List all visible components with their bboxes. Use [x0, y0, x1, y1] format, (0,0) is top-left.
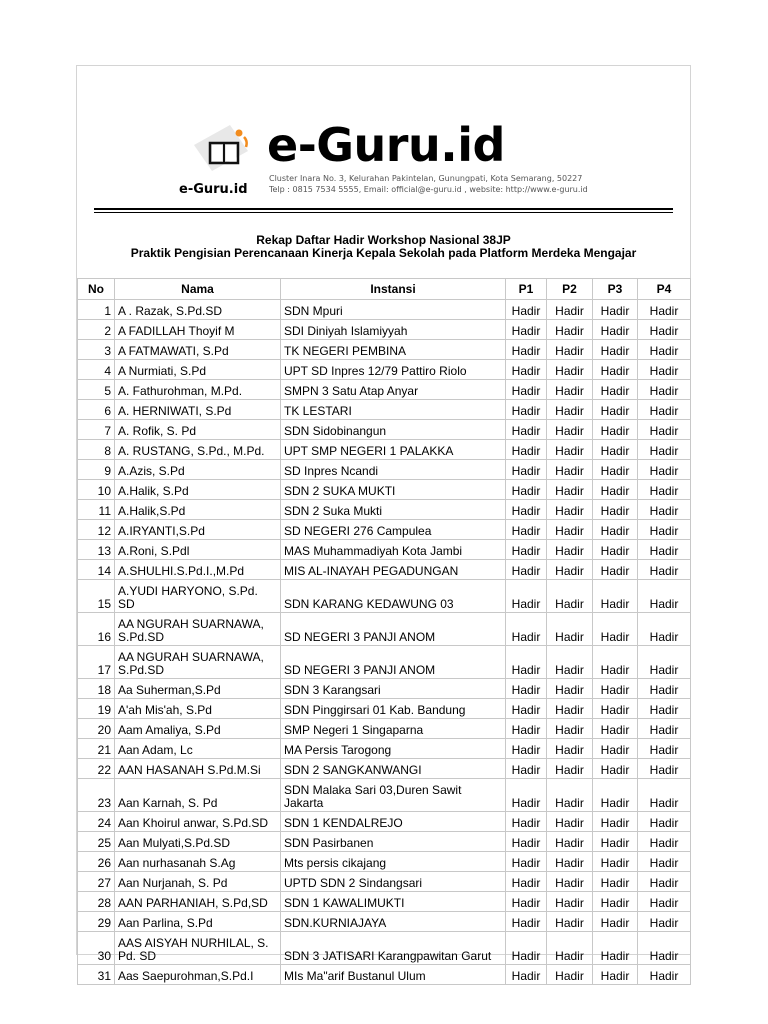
cell-p4: Hadir [638, 360, 691, 380]
table-row [78, 613, 691, 646]
cell-nama: A FADILLAH Thoyif M [115, 320, 281, 340]
cell-no: 28 [78, 892, 115, 912]
cell-p4: Hadir [638, 739, 691, 759]
cell-p4: Hadir [638, 892, 691, 912]
cell-nama: Aan Nurjanah, S. Pd [115, 872, 281, 892]
cell-p4: Hadir [638, 380, 691, 400]
cell-p3: Hadir [593, 560, 638, 580]
cell-no: 24 [78, 812, 115, 832]
cell-p2: Hadir [547, 613, 593, 646]
cell-p1: Hadir [506, 679, 547, 699]
cell-p1: Hadir [506, 560, 547, 580]
table-row [78, 420, 691, 440]
cell-no: 1 [78, 300, 115, 320]
cell-p4: Hadir [638, 613, 691, 646]
cell-instansi: UPT SMP NEGERI 1 PALAKKA [281, 440, 506, 460]
cell-no: 22 [78, 759, 115, 779]
cell-p2: Hadir [547, 965, 593, 985]
cell-p3: Hadir [593, 440, 638, 460]
cell-p2: Hadir [547, 440, 593, 460]
cell-p2: Hadir [547, 932, 593, 965]
header-rule-thin [94, 212, 673, 213]
cell-p3: Hadir [593, 932, 638, 965]
cell-instansi: SMP Negeri 1 Singaparna [281, 719, 506, 739]
table-row [78, 872, 691, 892]
cell-p4: Hadir [638, 480, 691, 500]
cell-p3: Hadir [593, 699, 638, 719]
cell-no: 13 [78, 540, 115, 560]
cell-p2: Hadir [547, 812, 593, 832]
address-block [269, 173, 588, 195]
cell-instansi: Mts persis cikajang [281, 852, 506, 872]
cell-nama: A.Halik, S.Pd [115, 480, 281, 500]
cell-no: 4 [78, 360, 115, 380]
cell-p1: Hadir [506, 892, 547, 912]
cell-instansi: SDN 2 SANGKANWANGI [281, 759, 506, 779]
cell-p2: Hadir [547, 779, 593, 812]
cell-p3: Hadir [593, 320, 638, 340]
table-row [78, 400, 691, 420]
cell-nama: A. HERNIWATI, S.Pd [115, 400, 281, 420]
cell-instansi: UPT SD Inpres 12/79 Pattiro Riolo [281, 360, 506, 380]
cell-p3: Hadir [593, 892, 638, 912]
cell-no: 30 [78, 932, 115, 965]
col-header-instansi: Instansi [281, 279, 506, 300]
cell-p1: Hadir [506, 719, 547, 739]
cell-p3: Hadir [593, 739, 638, 759]
cell-p3: Hadir [593, 360, 638, 380]
cell-p1: Hadir [506, 739, 547, 759]
cell-p1: Hadir [506, 965, 547, 985]
table-row [78, 320, 691, 340]
cell-no: 12 [78, 520, 115, 540]
title-line-2: Praktik Pengisian Perencanaan Kinerja Kepala Sekolah pada Platform Merdeka Mengajar [130, 246, 637, 260]
cell-instansi: SDN 2 Suka Mukti [281, 500, 506, 520]
cell-p1: Hadir [506, 420, 547, 440]
cell-p2: Hadir [547, 460, 593, 480]
table-row [78, 380, 691, 400]
cell-p1: Hadir [506, 912, 547, 932]
cell-instansi: SDI Diniyah Islamiyyah [281, 320, 506, 340]
cell-p3: Hadir [593, 480, 638, 500]
cell-p2: Hadir [547, 360, 593, 380]
cell-p4: Hadir [638, 779, 691, 812]
table-row [78, 440, 691, 460]
table-row [78, 360, 691, 380]
cell-no: 31 [78, 965, 115, 985]
cell-p1: Hadir [506, 613, 547, 646]
cell-p1: Hadir [506, 872, 547, 892]
cell-instansi: SDN Malaka Sari 03,Duren Sawit Jakarta [281, 779, 506, 812]
cell-p1: Hadir [506, 380, 547, 400]
cell-p2: Hadir [547, 340, 593, 360]
cell-p2: Hadir [547, 480, 593, 500]
cell-p3: Hadir [593, 812, 638, 832]
cell-p4: Hadir [638, 932, 691, 965]
cell-p1: Hadir [506, 520, 547, 540]
cell-p4: Hadir [638, 460, 691, 480]
cell-instansi: SDN KARANG KEDAWUNG 03 [281, 580, 506, 613]
cell-no: 2 [78, 320, 115, 340]
cell-p2: Hadir [547, 540, 593, 560]
cell-no: 5 [78, 380, 115, 400]
cell-instansi: SDN Sidobinangun [281, 420, 506, 440]
cell-p2: Hadir [547, 912, 593, 932]
cell-p2: Hadir [547, 679, 593, 699]
cell-nama: A.Roni, S.Pdl [115, 540, 281, 560]
document-titles [77, 234, 690, 260]
col-header-nama: Nama [115, 279, 281, 300]
cell-p4: Hadir [638, 580, 691, 613]
cell-p3: Hadir [593, 852, 638, 872]
cell-p4: Hadir [638, 646, 691, 679]
cell-instansi: SDN 1 KAWALIMUKTI [281, 892, 506, 912]
cell-p4: Hadir [638, 832, 691, 852]
cell-p1: Hadir [506, 852, 547, 872]
cell-p3: Hadir [593, 380, 638, 400]
cell-nama: Aa Suherman,S.Pd [115, 679, 281, 699]
cell-instansi: SD Inpres Ncandi [281, 460, 506, 480]
cell-nama: A. RUSTANG, S.Pd., M.Pd. [115, 440, 281, 460]
col-header-p4: P4 [638, 279, 691, 300]
cell-instansi: SDN 3 Karangsari [281, 679, 506, 699]
cell-nama: A.IRYANTI,S.Pd [115, 520, 281, 540]
col-header-p1: P1 [506, 279, 547, 300]
cell-p3: Hadir [593, 300, 638, 320]
cell-no: 26 [78, 852, 115, 872]
cell-instansi: TK LESTARI [281, 400, 506, 420]
attendance-table [77, 278, 691, 985]
cell-p1: Hadir [506, 812, 547, 832]
cell-p2: Hadir [547, 759, 593, 779]
cell-no: 25 [78, 832, 115, 852]
cell-no: 10 [78, 480, 115, 500]
cell-p4: Hadir [638, 300, 691, 320]
cell-p4: Hadir [638, 320, 691, 340]
cell-nama: Aan Khoirul anwar, S.Pd.SD [115, 812, 281, 832]
cell-instansi: MIS AL-INAYAH PEGADUNGAN [281, 560, 506, 580]
cell-nama: AAN PARHANIAH, S.Pd,SD [115, 892, 281, 912]
cell-p1: Hadir [506, 360, 547, 380]
cell-p4: Hadir [638, 965, 691, 985]
cell-nama: A.Halik,S.Pd [115, 500, 281, 520]
cell-no: 17 [78, 646, 115, 679]
table-row [78, 965, 691, 985]
table-row [78, 520, 691, 540]
cell-instansi: UPTD SDN 2 Sindangsari [281, 872, 506, 892]
cell-no: 8 [78, 440, 115, 460]
cell-p4: Hadir [638, 872, 691, 892]
cell-p1: Hadir [506, 580, 547, 613]
cell-p4: Hadir [638, 560, 691, 580]
cell-nama: A Nurmiati, S.Pd [115, 360, 281, 380]
cell-nama: AA NGURAH SUARNAWA, S.Pd.SD [115, 646, 281, 679]
cell-no: 11 [78, 500, 115, 520]
cell-instansi: MIs Ma"arif Bustanul Ulum [281, 965, 506, 985]
document-sheet [76, 65, 691, 983]
cell-p2: Hadir [547, 580, 593, 613]
table-row [78, 560, 691, 580]
cell-nama: AA NGURAH SUARNAWA, S.Pd.SD [115, 613, 281, 646]
cell-p1: Hadir [506, 699, 547, 719]
cell-nama: Aan Mulyati,S.Pd.SD [115, 832, 281, 852]
cell-nama: A.YUDI HARYONO, S.Pd. SD [115, 580, 281, 613]
cell-instansi: SDN Mpuri [281, 300, 506, 320]
cell-p1: Hadir [506, 300, 547, 320]
cell-no: 20 [78, 719, 115, 739]
cell-p3: Hadir [593, 420, 638, 440]
cell-no: 19 [78, 699, 115, 719]
cell-instansi: SDN Pasirbanen [281, 832, 506, 852]
cell-p3: Hadir [593, 719, 638, 739]
cell-p3: Hadir [593, 460, 638, 480]
cell-instansi: SMPN 3 Satu Atap Anyar [281, 380, 506, 400]
cell-nama: Aan Parlina, S.Pd [115, 912, 281, 932]
cell-nama: Aan nurhasanah S.Ag [115, 852, 281, 872]
cell-p4: Hadir [638, 340, 691, 360]
cell-p2: Hadir [547, 320, 593, 340]
cell-p3: Hadir [593, 779, 638, 812]
cell-p4: Hadir [638, 420, 691, 440]
cell-instansi: TK NEGERI PEMBINA [281, 340, 506, 360]
cell-no: 7 [78, 420, 115, 440]
table-row [78, 460, 691, 480]
cell-no: 3 [78, 340, 115, 360]
cell-p2: Hadir [547, 520, 593, 540]
cell-instansi: SD NEGERI 3 PANJI ANOM [281, 613, 506, 646]
table-row [78, 852, 691, 872]
cell-p4: Hadir [638, 400, 691, 420]
table-row [78, 300, 691, 320]
cell-p2: Hadir [547, 646, 593, 679]
cell-p2: Hadir [547, 500, 593, 520]
cell-no: 18 [78, 679, 115, 699]
brand-title: e-Guru.id [267, 118, 505, 172]
cell-p2: Hadir [547, 400, 593, 420]
table-row [78, 679, 691, 699]
cell-instansi: MAS Muhammadiyah Kota Jambi [281, 540, 506, 560]
cell-p3: Hadir [593, 759, 638, 779]
table-row [78, 832, 691, 852]
cell-p3: Hadir [593, 520, 638, 540]
cell-p1: Hadir [506, 480, 547, 500]
cell-no: 9 [78, 460, 115, 480]
cell-p2: Hadir [547, 699, 593, 719]
cell-nama: Aan Karnah, S. Pd [115, 779, 281, 812]
cell-no: 15 [78, 580, 115, 613]
cell-no: 6 [78, 400, 115, 420]
cell-p2: Hadir [547, 739, 593, 759]
cell-p1: Hadir [506, 832, 547, 852]
cell-p1: Hadir [506, 646, 547, 679]
cell-p3: Hadir [593, 540, 638, 560]
cell-p4: Hadir [638, 912, 691, 932]
cell-nama: A'ah Mis'ah, S.Pd [115, 699, 281, 719]
contact-line: Telp : 0815 7534 5555, Email: official@e-guru.id , website: http://www.e-guru.id [269, 185, 588, 194]
cell-p4: Hadir [638, 759, 691, 779]
cell-p1: Hadir [506, 460, 547, 480]
cell-p3: Hadir [593, 912, 638, 932]
cell-instansi: SDN 2 SUKA MUKTI [281, 480, 506, 500]
cell-p3: Hadir [593, 340, 638, 360]
table-row [78, 719, 691, 739]
table-row [78, 699, 691, 719]
cell-p2: Hadir [547, 852, 593, 872]
cell-p3: Hadir [593, 400, 638, 420]
book-icon [190, 121, 252, 183]
cell-no: 23 [78, 779, 115, 812]
cell-p1: Hadir [506, 320, 547, 340]
cell-p4: Hadir [638, 440, 691, 460]
header-rule-thick [94, 208, 673, 210]
cell-p4: Hadir [638, 520, 691, 540]
cell-nama: A.Azis, S.Pd [115, 460, 281, 480]
cell-p1: Hadir [506, 759, 547, 779]
cell-p2: Hadir [547, 420, 593, 440]
cell-p3: Hadir [593, 500, 638, 520]
cell-instansi: MA Persis Tarogong [281, 739, 506, 759]
table-row [78, 912, 691, 932]
cell-p2: Hadir [547, 719, 593, 739]
cell-p3: Hadir [593, 872, 638, 892]
logo-caption: e-Guru.id [179, 182, 248, 197]
table-row [78, 540, 691, 560]
col-header-no: No [78, 279, 115, 300]
table-header-row [78, 279, 691, 300]
table-row [78, 932, 691, 965]
table-row [78, 646, 691, 679]
cell-no: 21 [78, 739, 115, 759]
cell-no: 16 [78, 613, 115, 646]
cell-nama: A FATMAWATI, S.Pd [115, 340, 281, 360]
cell-instansi: SDN 3 JATISARI Karangpawitan Garut [281, 932, 506, 965]
cell-p4: Hadir [638, 540, 691, 560]
table-row [78, 580, 691, 613]
table-row [78, 892, 691, 912]
table-row [78, 340, 691, 360]
table-row [78, 500, 691, 520]
table-row [78, 812, 691, 832]
cell-instansi: SDN.KURNIAJAYA [281, 912, 506, 932]
cell-instansi: SDN 1 KENDALREJO [281, 812, 506, 832]
cell-no: 29 [78, 912, 115, 932]
table-row [78, 739, 691, 759]
cell-p3: Hadir [593, 580, 638, 613]
cell-p1: Hadir [506, 779, 547, 812]
cell-nama: A. Rofik, S. Pd [115, 420, 281, 440]
cell-p2: Hadir [547, 300, 593, 320]
cell-p3: Hadir [593, 646, 638, 679]
cell-p2: Hadir [547, 560, 593, 580]
cell-p1: Hadir [506, 400, 547, 420]
cell-p1: Hadir [506, 340, 547, 360]
cell-nama: A.SHULHI.S.Pd.I.,M.Pd [115, 560, 281, 580]
cell-nama: Aan Adam, Lc [115, 739, 281, 759]
cell-nama: A. Fathurohman, M.Pd. [115, 380, 281, 400]
cell-p2: Hadir [547, 380, 593, 400]
cell-p3: Hadir [593, 679, 638, 699]
cell-p4: Hadir [638, 812, 691, 832]
cell-nama: AAN HASANAH S.Pd.M.Si [115, 759, 281, 779]
cell-instansi: SDN Pinggirsari 01 Kab. Bandung [281, 699, 506, 719]
cell-p2: Hadir [547, 832, 593, 852]
cell-nama: A . Razak, S.Pd.SD [115, 300, 281, 320]
cell-nama: AAS AISYAH NURHILAL, S. Pd. SD [115, 932, 281, 965]
cell-p3: Hadir [593, 832, 638, 852]
cell-instansi: SD NEGERI 276 Campulea [281, 520, 506, 540]
cell-p1: Hadir [506, 440, 547, 460]
cell-p1: Hadir [506, 540, 547, 560]
cell-no: 14 [78, 560, 115, 580]
letterhead [77, 66, 690, 212]
cell-p1: Hadir [506, 932, 547, 965]
cell-no: 27 [78, 872, 115, 892]
cell-p4: Hadir [638, 852, 691, 872]
cell-nama: Aas Saepurohman,S.Pd.I [115, 965, 281, 985]
cell-p3: Hadir [593, 613, 638, 646]
cell-p4: Hadir [638, 679, 691, 699]
col-header-p3: P3 [593, 279, 638, 300]
cell-p2: Hadir [547, 892, 593, 912]
table-row [78, 779, 691, 812]
cell-p1: Hadir [506, 500, 547, 520]
cell-nama: Aam Amaliya, S.Pd [115, 719, 281, 739]
cell-instansi: SD NEGERI 3 PANJI ANOM [281, 646, 506, 679]
col-header-p2: P2 [547, 279, 593, 300]
cell-p4: Hadir [638, 719, 691, 739]
cell-p3: Hadir [593, 965, 638, 985]
title-line-1: Rekap Daftar Hadir Workshop Nasional 38JP [256, 233, 511, 247]
cell-p2: Hadir [547, 872, 593, 892]
cell-p4: Hadir [638, 699, 691, 719]
table-row [78, 759, 691, 779]
cell-p4: Hadir [638, 500, 691, 520]
address-line: Cluster Inara No. 3, Kelurahan Pakintelan, Gunungpati, Kota Semarang, 50227 [269, 174, 583, 183]
table-row [78, 480, 691, 500]
